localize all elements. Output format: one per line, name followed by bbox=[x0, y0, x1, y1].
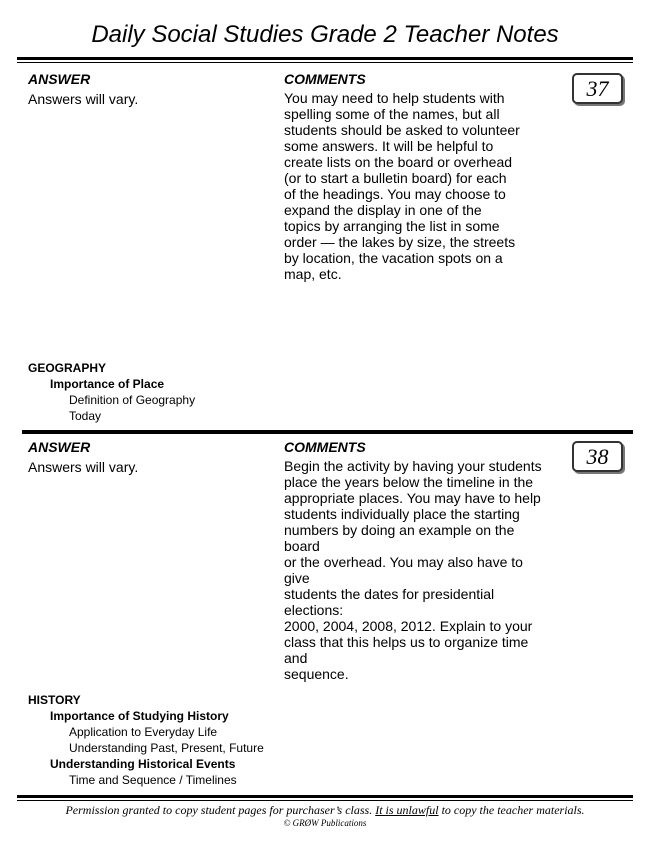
copyright-o: Ø bbox=[304, 818, 312, 828]
comment-line: class that this helps us to organize time and bbox=[284, 634, 529, 666]
unlawful-text: It is unlawful bbox=[375, 803, 439, 817]
copyright-notice bbox=[0, 818, 650, 828]
comment-text bbox=[284, 458, 546, 682]
standards-list bbox=[28, 692, 264, 788]
comment-line: students individually place the starting bbox=[284, 506, 520, 522]
copyright-suffix: W Publications bbox=[311, 818, 367, 828]
standard-item: Application to Everyday Life bbox=[69, 725, 218, 739]
comment-line: Begin the activity by having your students bbox=[284, 458, 542, 474]
comment-line: sequence. bbox=[284, 666, 349, 682]
comment-line: 2000, 2004, 2008, 2012. Explain to your bbox=[284, 618, 533, 634]
lesson-38-notes bbox=[0, 438, 650, 794]
standard-topic: Importance of Studying History bbox=[50, 709, 229, 723]
standard-item: Today bbox=[69, 409, 102, 423]
comment-text bbox=[284, 90, 546, 282]
comments-heading: COMMENTS bbox=[284, 71, 366, 87]
comment-line: (or to start a bulletin board) for each bbox=[284, 170, 507, 186]
comment-line: appropriate places. You may have to help bbox=[284, 490, 541, 506]
section-divider bbox=[22, 430, 633, 434]
permission-text-end: to copy the teacher materials. bbox=[438, 803, 585, 817]
copyright-prefix: © GR bbox=[283, 818, 305, 828]
permission-text: Permission granted to copy student pages for purchaser’s class. bbox=[65, 803, 376, 817]
top-rule-thick bbox=[17, 57, 633, 60]
comment-line: of the headings. You may choose to bbox=[284, 186, 506, 202]
comment-line: order — the lakes by size, the streets bbox=[284, 234, 516, 250]
bottom-rule-thin bbox=[17, 800, 633, 801]
comment-line: students should be asked to volunteer bbox=[284, 122, 520, 138]
comment-line: students the dates for presidential elections: bbox=[284, 586, 495, 618]
standard-item: Definition of Geography bbox=[69, 393, 196, 407]
comment-line: create lists on the board or overhead bbox=[284, 154, 513, 170]
standard-subject: HISTORY bbox=[28, 693, 81, 707]
lesson-37-notes bbox=[0, 70, 650, 428]
lesson-number-badge: 37 bbox=[572, 73, 623, 104]
permission-notice bbox=[0, 803, 650, 817]
comment-line: by location, the vacation spots on a bbox=[284, 250, 503, 266]
page-title: Daily Social Studies Grade 2 Teacher Notes bbox=[91, 21, 559, 48]
standards-list bbox=[28, 360, 195, 424]
answer-heading: ANSWER bbox=[28, 71, 91, 87]
answer-text: Answers will vary. bbox=[28, 91, 139, 107]
standard-subject: GEOGRAPHY bbox=[28, 361, 107, 375]
standard-topic: Importance of Place bbox=[50, 377, 165, 391]
standard-topic: Understanding Historical Events bbox=[50, 757, 236, 771]
comments-heading: COMMENTS bbox=[284, 439, 366, 455]
standard-item: Time and Sequence / Timelines bbox=[69, 773, 237, 787]
top-rule-thin bbox=[17, 62, 633, 63]
bottom-rule-thick bbox=[17, 795, 633, 798]
lesson-number-badge: 38 bbox=[572, 441, 623, 472]
comment-line: spelling some of the names, but all bbox=[284, 106, 500, 122]
answer-heading: ANSWER bbox=[28, 439, 91, 455]
answer-text: Answers will vary. bbox=[28, 459, 139, 475]
comment-line: topics by arranging the list in some bbox=[284, 218, 500, 234]
comment-line: map, etc. bbox=[284, 266, 342, 282]
comment-line: expand the display in one of the bbox=[284, 202, 482, 218]
comment-line: place the years below the timeline in the bbox=[284, 474, 534, 490]
comment-line: You may need to help students with bbox=[284, 90, 505, 106]
comment-line: or the overhead. You may also have to give bbox=[284, 554, 523, 586]
standard-item: Understanding Past, Present, Future bbox=[69, 741, 264, 755]
comment-line: some answers. It will be helpful to bbox=[284, 138, 494, 154]
comment-line: numbers by doing an example on the board bbox=[284, 522, 515, 554]
